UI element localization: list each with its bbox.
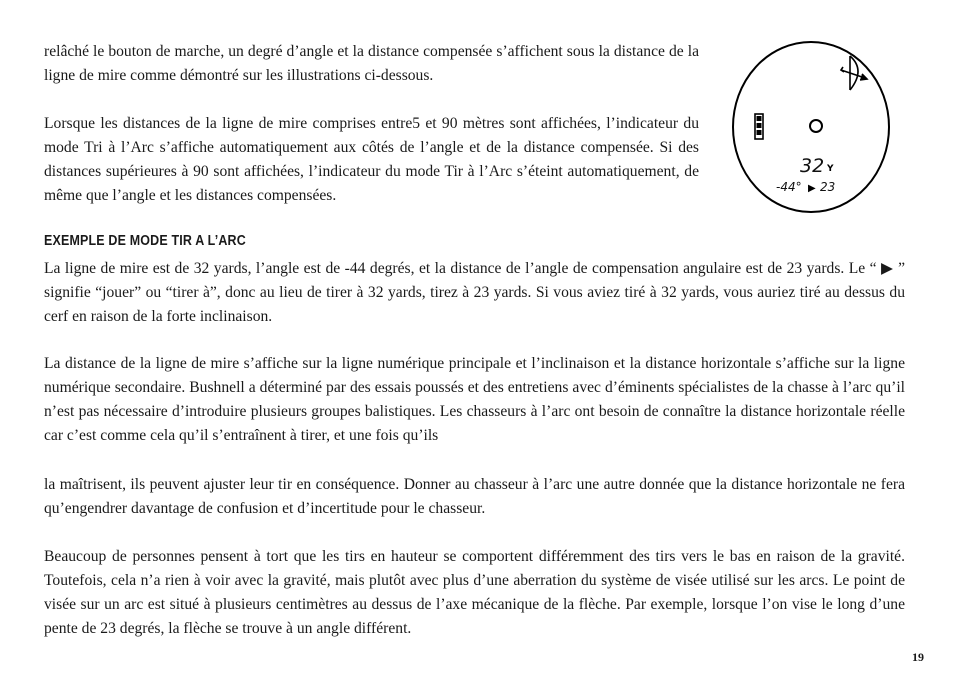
rangefinder-display: [731, 40, 891, 214]
play-symbol: ▶: [808, 183, 816, 194]
display-paragraph-part2: la maîtrisent, ils peuvent ajuster leur tir en conséquence. Donner au chasseur à l’arc une autre donnée que la distance horizontale ne fera qu’engendrer davantage de confusion et d’incertitude pour le chasseur.: [44, 476, 905, 517]
section-heading: EXEMPLE DE MODE TIR A L’ARC: [44, 233, 246, 249]
gravity-paragraph: Beaucoup de personnes pensent à tort que les tirs en hauteur se comportent différemment des tirs vers le bas en raison de la gravité. Toutefois, cela n’a rien à voir avec la gravité, mais plutôt avec plus d’une aberration du système de visée utilisé sur les arcs. Le point de visée sur un arc est situé à plusieurs centimètres au dessus de l’axe mécanique de la flèche. Par exemple, lorsque l’on vise le long d’une pente de 23 degrés, la flèche se trouve à un angle différent.: [44, 548, 905, 637]
display-paragraph-part1: La distance de la ligne de mire s’affiche sur la ligne numérique principale et l’inclinaison et la distance horizontale s’affiche sur la ligne numérique secondaire. Bushnell a déterminé par des essais poussés et des entretiens avec d’éminents spécialistes de la chasse à l’arc qu’il n’est pas nécessaire d’introduire plusieurs groupes balistiques. Les chasseurs à l’arc ont besoin de connaître la distance horizontale réelle car c’est comme cela qu’il s’entraînent à tirer, et une fois qu’ils: [44, 355, 905, 444]
range-paragraph: Lorsque les distances de la ligne de mire comprises entre5 et 90 mètres sont affichées, l’indicateur du mode Tri à l’Arc s’affiche automatiquement aux côtés de l’angle et de la distance compensée. Si des distances supérieures à 90 sont affichées, l’indicateur du mode Tir à l’Arc s’éteint automatiquement, de même que l’angle et les distances compensées.: [44, 115, 699, 204]
line-of-sight-readout: 32: [800, 155, 825, 177]
unit-readout: Y: [827, 164, 834, 174]
angle-readout: -44°: [776, 180, 802, 194]
compensated-distance-readout: 23: [820, 180, 836, 194]
example-paragraph: La ligne de mire est de 32 yards, l’angle est de -44 degrés, et la distance de l’angle de compensation angulaire est de 23 yards. Le “ ▶ ” signifie “jouer” ou “tirer à”, donc au lieu de tirer à 32 yards, tirez à 23 yards. Si vous aviez tiré à 32 yards, vous auriez tiré au dessus du cerf en raison de la forte inclinaison.: [44, 260, 905, 325]
intro-paragraph: relâché le bouton de marche, un degré d’angle et la distance compensée s’affichent sous la distance de la ligne de mire comme démontré sur les illustrations ci-dessous.: [44, 43, 699, 84]
page-number: 19: [912, 650, 924, 664]
